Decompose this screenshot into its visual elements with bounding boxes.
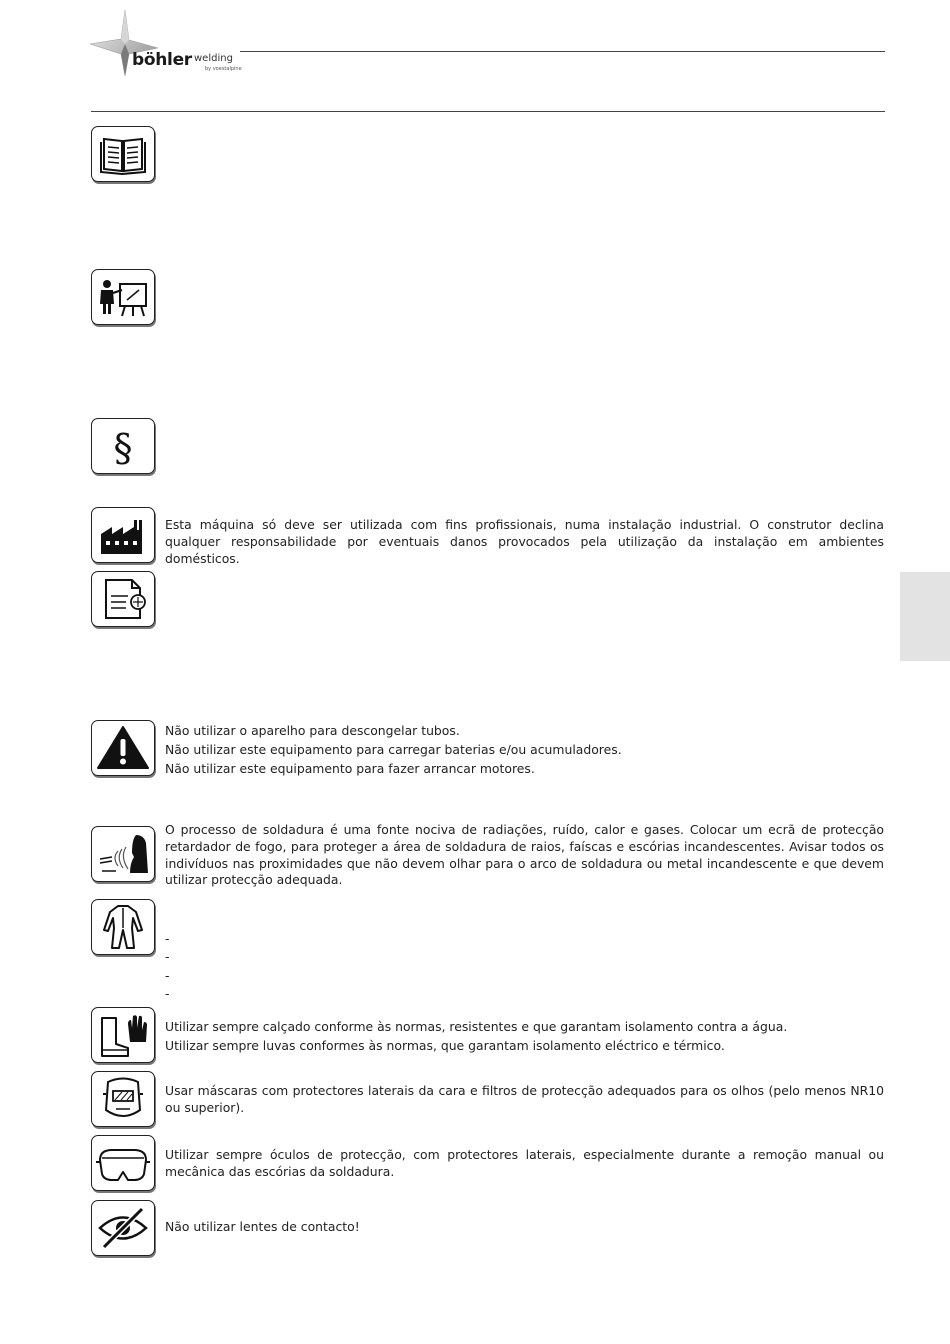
- welding-mask-icon: [92, 1072, 154, 1126]
- welding-radiation-icon-box: [91, 826, 155, 882]
- warning-line: Não utilizar este equipamento para carregar baterias e/ou acumuladores.: [165, 741, 622, 757]
- clothing-dash: -: [165, 985, 170, 1001]
- warning-triangle-icon: [92, 721, 154, 775]
- law-section-icon: [92, 419, 154, 473]
- manual-icon-box: [91, 126, 155, 182]
- safety-goggles-icon-box: [91, 1135, 155, 1191]
- clothing-dash: -: [165, 949, 170, 965]
- brand-sub: welding: [194, 53, 233, 64]
- lenses-text: Não utilizar lentes de contacto!: [165, 1219, 360, 1234]
- welding-mask-icon-box: [91, 1071, 155, 1127]
- boots-gloves-icon: [92, 1008, 154, 1062]
- law-section-icon-box: [91, 418, 155, 474]
- boots-gloves-icon-box: [91, 1007, 155, 1063]
- no-contact-lenses-icon-box: [91, 1200, 155, 1256]
- factory-text: Esta máquina só deve ser utilizada com fins profissionais, numa instalação industrial. O construtor declina qualquer responsabilidade por eventuais danos provocados pela utilização da instalação em ambientes domésticos.: [165, 517, 884, 566]
- mask-text: Usar máscaras com protectores laterais da cara e filtros de protecção adequados para os olhos (pelo menos NR10 ou superior).: [165, 1083, 884, 1115]
- safety-goggles-icon: [92, 1136, 154, 1190]
- brand-name: böhler: [132, 50, 192, 70]
- welding-process-text: O processo de soldadura é uma fonte nociva de radiações, ruído, calor e gases. Colocar um ecrã de protecção retardador de fogo, para proteger a área de soldadura de raios, faíscas e escórias incandescentes. Avisar todos os indivíduos nas proximidades que não devem olhar para o arco de soldadura ou metal incandescente e que devem utilizar protecção adequada.: [165, 822, 884, 888]
- warning-line: Não utilizar este equipamento para fazer arrancar motores.: [165, 760, 535, 776]
- manual-icon: [92, 127, 154, 181]
- warning-text: [165, 722, 884, 778]
- clothing-dash: -: [165, 931, 170, 946]
- gloves-line: Utilizar sempre luvas conformes às normas, que garantam isolamento eléctrico e térmico.: [165, 1038, 725, 1053]
- training-icon-box: [91, 269, 155, 325]
- goggles-text: Utilizar sempre óculos de protecção, com protectores laterais, especialmente durante a remoção manual ou mecânica das escórias da soldadura.: [165, 1147, 884, 1179]
- side-tab: [900, 572, 950, 661]
- no-contact-lenses-icon: [92, 1201, 154, 1255]
- brand-tag: by voestalpine: [205, 66, 242, 72]
- svg-text:§: §: [113, 426, 133, 470]
- factory-icon: [92, 508, 154, 562]
- protective-suit-icon-box: [91, 899, 155, 955]
- certificate-icon: [92, 572, 154, 626]
- footwear-line: Utilizar sempre calçado conforme às normas, resistentes e que garantam isolamento contra a água.: [165, 1019, 788, 1034]
- warning-line: Não utilizar o aparelho para descongelar tubos.: [165, 723, 460, 738]
- header-rule-top: [240, 51, 885, 52]
- footwear-gloves-text: [165, 1017, 884, 1055]
- bohler-welding-logo: [88, 8, 248, 78]
- header-rule-bottom: [91, 111, 885, 112]
- welding-radiation-icon: [92, 827, 154, 881]
- clothing-dash: -: [165, 967, 170, 983]
- factory-icon-box: [91, 507, 155, 563]
- training-icon: [92, 270, 154, 324]
- clothing-dash-list: [165, 930, 884, 1003]
- warning-icon-box: [91, 720, 155, 776]
- certificate-icon-box: [91, 571, 155, 627]
- protective-suit-icon: [92, 900, 154, 954]
